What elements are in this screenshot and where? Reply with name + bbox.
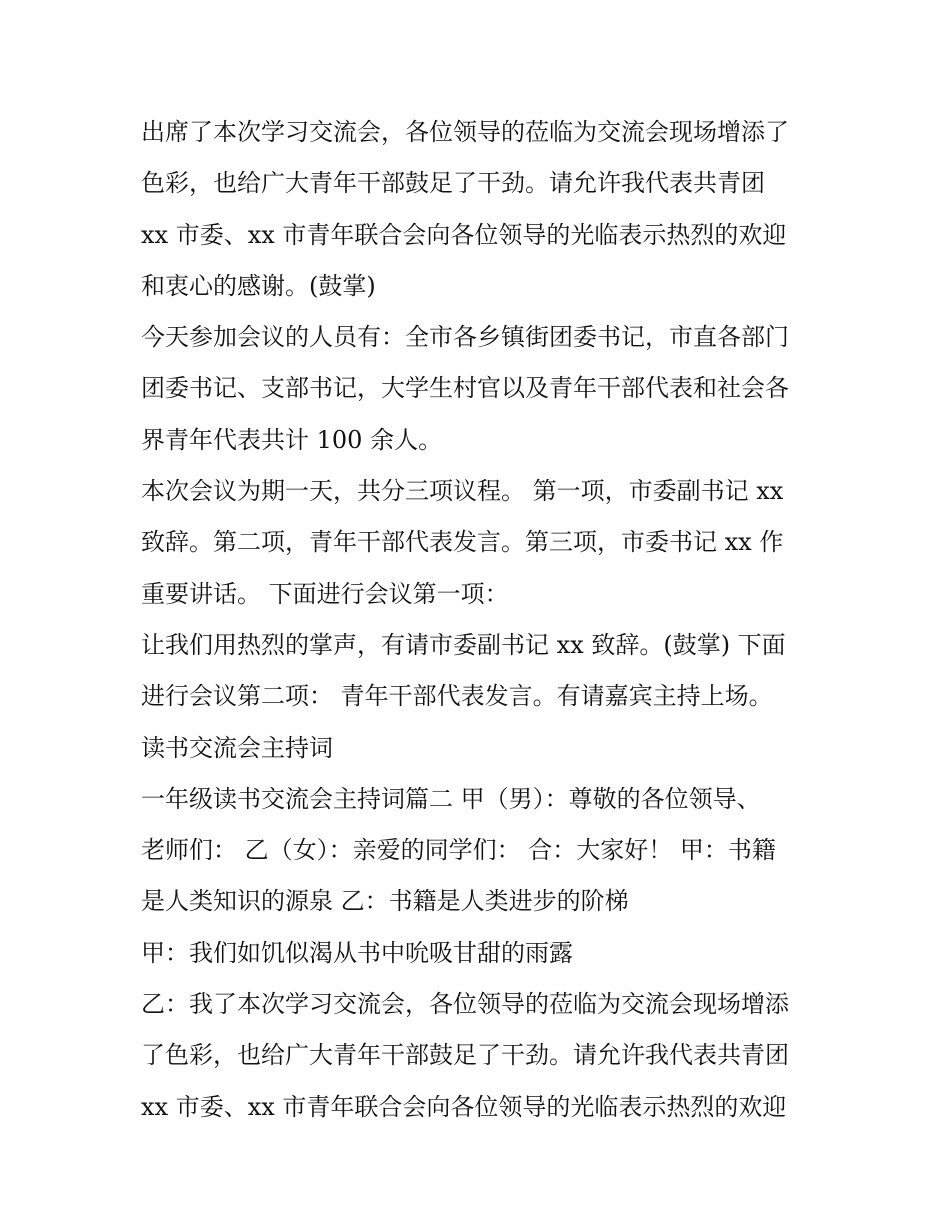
text-line: 界青年代表共计 100 余人。 <box>141 425 443 454</box>
text-line: 乙：我了本次学习交流会，各位领导的莅临为交流会现场增添 <box>141 990 789 1019</box>
text-line: 致辞。第二项，青年干部代表发言。第三项，市委书记 xx 作 <box>141 528 784 557</box>
text-line: xx 市委、xx 市青年联合会向各位领导的光临表示热烈的欢迎 <box>141 1092 787 1121</box>
text-line: 本次会议为期一天，共分三项议程。 第一项，市委副书记 xx <box>141 477 784 506</box>
section-heading: 读书交流会主持词 <box>141 733 333 762</box>
text-line: 让我们用热烈的掌声，有请市委副书记 xx 致辞。(鼓掌) 下面 <box>141 630 786 659</box>
text-line: 是人类知识的源泉 乙：书籍是人类进步的阶梯 <box>141 887 629 916</box>
text-line: 老师们： 乙（女）：亲爱的同学们： 合：大家好！ 甲：书籍 <box>141 836 776 865</box>
text-line: 进行会议第二项： 青年干部代表发言。有请嘉宾主持上场。 <box>141 682 773 711</box>
text-line: 甲：我们如饥似渴从书中吮吸甘甜的雨露 <box>141 938 573 967</box>
text-line: 团委书记、支部书记，大学生村官以及青年干部代表和社会各 <box>141 374 789 403</box>
text-line: 和衷心的感谢。(鼓掌) <box>141 271 376 300</box>
text-line: 了色彩，也给广大青年干部鼓足了干劲。请允许我代表共青团 <box>141 1041 789 1070</box>
text-line: 出席了本次学习交流会，各位领导的莅临为交流会现场增添了 <box>141 118 789 146</box>
text-line: 一年级读书交流会主持词篇二 甲（男）：尊敬的各位领导、 <box>141 784 761 813</box>
text-line: xx 市委、xx 市青年联合会向各位领导的光临表示热烈的欢迎 <box>141 220 787 249</box>
text-line: 重要讲话。 下面进行会议第一项： <box>141 579 509 608</box>
text-line: 色彩，也给广大青年干部鼓足了干劲。请允许我代表共青团 <box>141 169 765 198</box>
text-line: 今天参加会议的人员有：全市各乡镇街团委书记，市直各部门 <box>141 323 789 352</box>
document-body <box>141 107 831 1133</box>
